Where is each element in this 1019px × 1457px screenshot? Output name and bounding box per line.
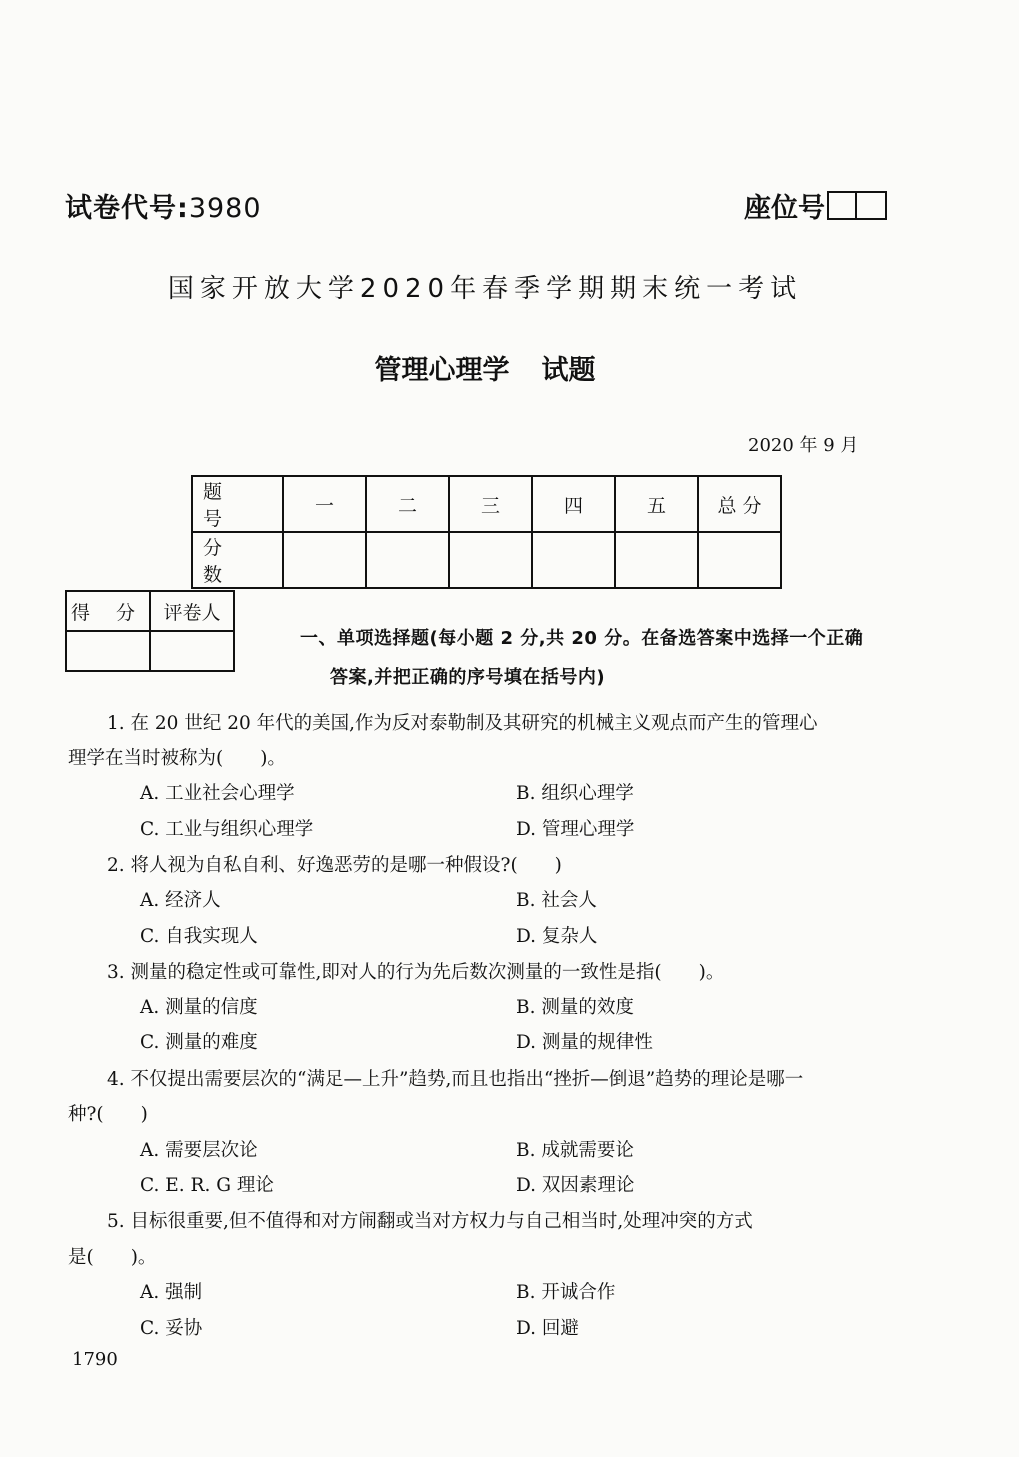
option-a: A. 经济人 (140, 890, 221, 911)
option-c: C. 测量的难度 (140, 1032, 258, 1053)
question-stem: 2. 将人视为自私自利、好逸恶劳的是哪一种假设?( ) (107, 855, 562, 876)
option-d: D. 测量的规律性 (516, 1032, 653, 1053)
option-a: A. 工业社会心理学 (140, 783, 295, 804)
option-a: A. 需要层次论 (140, 1140, 258, 1161)
score-value-row (192, 532, 781, 588)
section-title: 一、单项选择题(每小题 2 分,共 20 分。在备选答案中选择一个正确 (300, 628, 864, 649)
grader-score-cell (66, 631, 150, 671)
seat-box (827, 191, 857, 220)
option-c: C. 工业与组织心理学 (140, 819, 314, 840)
seat-number (744, 186, 887, 225)
score-cell (449, 532, 532, 588)
score-header-cell: 五 (615, 476, 698, 532)
grader-name-label: 评卷人 (150, 591, 234, 631)
score-header-cell: 总 分 (698, 476, 781, 532)
question-stem: 3. 测量的稳定性或可靠性,即对人的行为先后数次测量的一致性是指( )。 (107, 962, 725, 983)
grader-score-label: 得 分 (66, 591, 150, 631)
option-b: B. 组织心理学 (516, 783, 634, 804)
option-a: A. 强制 (140, 1282, 203, 1303)
grader-table (65, 590, 235, 672)
score-header-cell: 二 (366, 476, 449, 532)
option-a: A. 测量的信度 (140, 997, 258, 1018)
question-stem-cont: 种?( ) (68, 1104, 148, 1125)
score-cell (366, 532, 449, 588)
grader-name-cell (150, 631, 234, 671)
exam-date: 2020 年 9 月 (748, 435, 859, 456)
question-stem-cont: 理学在当时被称为( )。 (68, 748, 286, 769)
option-b: B. 测量的效度 (516, 997, 634, 1018)
score-header-cell: 四 (532, 476, 615, 532)
score-header-cell: 三 (449, 476, 532, 532)
question-stem-cont: 是( )。 (68, 1247, 157, 1268)
question-stem: 1. 在 20 世纪 20 年代的美国,作为反对泰勒制及其研究的机械主义观点而产生的管理心 (107, 713, 818, 734)
seat-box (857, 191, 887, 220)
seat-boxes (827, 191, 887, 220)
score-cell (532, 532, 615, 588)
option-b: B. 社会人 (516, 890, 597, 911)
score-cell (698, 532, 781, 588)
option-b: B. 开诚合作 (516, 1282, 616, 1303)
option-c: C. 妥协 (140, 1318, 203, 1339)
score-table (191, 475, 782, 589)
paper-code (65, 186, 262, 225)
score-cell (283, 532, 366, 588)
page-number: 1790 (72, 1349, 118, 1370)
option-d: D. 复杂人 (516, 926, 598, 947)
score-cell (615, 532, 698, 588)
option-c: C. E. R. G 理论 (140, 1175, 274, 1196)
score-header-cell: 题 号 (192, 476, 283, 532)
option-d: D. 回避 (516, 1318, 579, 1339)
seat-label: 座位号 (744, 193, 825, 224)
option-b: B. 成就需要论 (516, 1140, 634, 1161)
exam-title: 国家开放大学2020年春季学期期末统一考试 (167, 274, 803, 304)
question-stem: 5. 目标很重要,但不值得和对方闹翻或当对方权力与自己相当时,处理冲突的方式 (107, 1211, 753, 1232)
section-title-cont: 答案,并把正确的序号填在括号内) (330, 667, 606, 688)
subject-name: 管理心理学 (374, 355, 510, 386)
option-d: D. 双因素理论 (516, 1175, 635, 1196)
option-c: C. 自我实现人 (140, 926, 258, 947)
paper-code-label: 试卷代号: (65, 193, 189, 224)
score-header-cell: 一 (283, 476, 366, 532)
paper-code-value: 3980 (188, 193, 262, 224)
score-row-label: 分 数 (192, 532, 283, 588)
question-stem: 4. 不仅提出需要层次的“满足—上升”趋势,而且也指出“挫折—倒退”趋势的理论是哪一 (107, 1069, 804, 1090)
subject-suffix: 试题 (541, 355, 596, 386)
score-header-row (192, 476, 781, 532)
subject-title (0, 348, 970, 387)
option-d: D. 管理心理学 (516, 819, 635, 840)
